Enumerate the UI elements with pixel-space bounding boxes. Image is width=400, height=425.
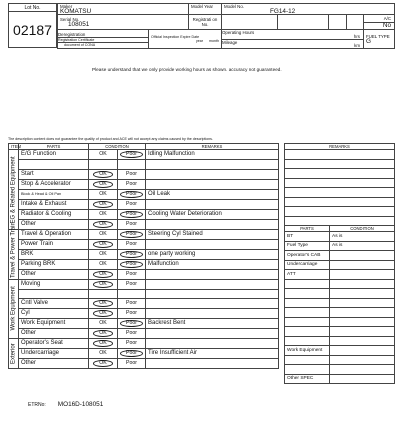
remark-text — [146, 199, 279, 209]
ok-cell — [89, 209, 118, 219]
poor-option: Poor — [120, 231, 143, 238]
serial-cell: Serial No. 108051 — [58, 15, 189, 30]
category-label: EG & Related Equipment — [9, 150, 19, 230]
part-name: Intake & Exhaust — [19, 199, 89, 209]
parts-row — [285, 260, 395, 270]
condition-row — [9, 160, 279, 170]
part-name: Other — [19, 329, 89, 339]
fuel-cell: FUEL TYPE G — [364, 30, 395, 49]
condition-row — [9, 329, 279, 339]
condition-row — [9, 299, 279, 309]
poor-cell — [118, 199, 146, 209]
poor-option: Poor — [126, 340, 137, 346]
parts-condition — [330, 251, 395, 261]
remark-text: Oil Leak — [146, 189, 279, 199]
parts-name: Undercarriage — [285, 260, 330, 270]
ok-cell — [89, 179, 118, 189]
part-name: Travel & Operation — [19, 229, 89, 239]
parts-name: BT — [285, 232, 330, 242]
disclaimer: The description content does not guarantee the quality of product and ACE will not accept any claims caused by the descriptions. — [8, 137, 213, 141]
lot-box — [8, 3, 57, 48]
ok-option: OK — [99, 210, 107, 217]
remark-text — [146, 219, 279, 229]
other-spec-label: Other SPEC — [285, 374, 330, 384]
parts-row — [285, 241, 395, 251]
ok-option: OK — [93, 181, 113, 188]
remark-text: Tire Insufficient Air — [146, 349, 279, 359]
part-name — [19, 160, 89, 170]
part-name: Radiator & Cooling — [19, 209, 89, 219]
poor-cell — [118, 189, 146, 199]
ok-option: OK — [93, 281, 113, 288]
maker-cell: Maker KOMATSU — [58, 4, 189, 15]
ok-option: OK — [93, 330, 113, 337]
poor-cell — [118, 319, 146, 329]
parts-name: ATT — [285, 270, 330, 280]
remark-text — [146, 329, 279, 339]
poor-cell — [118, 160, 146, 170]
parts-condition: As is — [330, 232, 395, 242]
poor-option: Poor — [126, 330, 137, 336]
condition-row — [9, 319, 279, 329]
work-equipment-label: Work Equipment — [285, 346, 330, 356]
poor-cell — [118, 329, 146, 339]
remarks-blank-row — [285, 169, 395, 179]
remark-text — [146, 169, 279, 179]
poor-cell — [118, 279, 146, 289]
hours-mileage-cell: Operating Hours hrs Mileage km — [222, 30, 364, 49]
parts-row — [285, 270, 395, 280]
ok-cell — [89, 160, 118, 170]
condition-row — [9, 349, 279, 359]
ok-cell — [89, 309, 118, 319]
condition-table — [8, 143, 279, 369]
model-no-value: FG14-12 — [270, 8, 296, 15]
parts-condition-header: PARTS CONDITION — [285, 226, 395, 232]
part-name: Parking BRK — [19, 259, 89, 269]
remarks-header: REMARKS — [146, 144, 279, 150]
registration-label: Registrati on No. — [189, 15, 222, 30]
poor-cell — [118, 309, 146, 319]
poor-cell — [118, 169, 146, 179]
condition-row — [9, 339, 279, 349]
part-name: Other — [19, 359, 89, 369]
ok-cell — [89, 339, 118, 349]
poor-option: Poor — [126, 310, 137, 316]
parts-header: PARTS — [19, 144, 89, 150]
parts-name: Fuel Type — [285, 241, 330, 251]
poor-option: Poor — [120, 251, 143, 258]
remark-text: Backrest Bent — [146, 319, 279, 329]
ok-cell — [89, 319, 118, 329]
ok-cell — [89, 329, 118, 339]
ok-cell — [89, 289, 118, 299]
remark-text — [146, 269, 279, 279]
remark-text — [146, 289, 279, 299]
ok-option: OK — [93, 360, 113, 367]
poor-option: Poor — [126, 360, 137, 366]
poor-cell — [118, 179, 146, 189]
remarks-blank-row — [285, 188, 395, 198]
ac-value: No — [382, 22, 392, 29]
ac-cell: A/C No — [364, 15, 395, 30]
poor-cell — [118, 359, 146, 369]
condition-row — [9, 150, 279, 160]
condition-row — [9, 289, 279, 299]
part-name — [19, 289, 89, 299]
category-label: Work Equipment — [9, 279, 19, 339]
serial-value: 108051 — [68, 21, 90, 28]
remark-text — [146, 279, 279, 289]
poor-option: Poor — [120, 261, 143, 268]
part-name: Power Train — [19, 239, 89, 249]
ok-cell — [89, 239, 118, 249]
poor-option: Poor — [126, 170, 137, 177]
ok-option: OK — [93, 340, 113, 347]
poor-cell — [118, 339, 146, 349]
ok-option: OK — [93, 221, 113, 228]
model-no-cell: Model No. FG14-12 — [222, 4, 395, 15]
ok-option: OK — [93, 271, 113, 278]
ok-option: OK — [99, 260, 107, 267]
condition-row — [9, 209, 279, 219]
hours-note: Please understand that we only provide working hours as shown. accuracy not guaranteed. — [92, 67, 282, 72]
ok-cell — [89, 259, 118, 269]
vehicle-info-table — [57, 3, 395, 49]
inspection-cell: Official Inspection Expire Date year month — [149, 30, 222, 49]
remark-text: one party working — [146, 249, 279, 259]
condition-row — [9, 179, 279, 189]
ok-option: OK — [93, 201, 113, 208]
condition-row — [9, 359, 279, 369]
ok-cell — [89, 249, 118, 259]
etr-footer: ETRNo: MO16D-108051 — [28, 401, 104, 408]
condition-row — [9, 279, 279, 289]
parts-condition: As is — [330, 241, 395, 251]
ok-option: OK — [99, 190, 107, 197]
remarks-blank-row — [285, 207, 395, 217]
poor-cell — [118, 349, 146, 359]
category-label: Exterior — [9, 339, 19, 369]
ok-option: OK — [93, 300, 113, 307]
parts-row — [285, 232, 395, 242]
ok-option: OK — [99, 250, 107, 257]
remark-text — [146, 179, 279, 189]
condition-row — [9, 249, 279, 259]
ok-cell — [89, 229, 118, 239]
dereg-cell: Deregistration Registration Certificate document of CONA — [58, 30, 149, 49]
part-name: Cyl — [19, 309, 89, 319]
parts-name: Operator's CAB — [285, 251, 330, 261]
part-name: Undercarriage — [19, 349, 89, 359]
right-remarks-header: REMARKS — [285, 144, 395, 150]
condition-row — [9, 269, 279, 279]
parts-remarks-table — [284, 143, 395, 384]
remark-text: Steering Cyl Stained — [146, 229, 279, 239]
ok-cell — [89, 150, 118, 160]
poor-option: Poor — [126, 220, 137, 227]
fuel-value: G — [366, 38, 371, 45]
condition-row — [9, 239, 279, 249]
remark-text — [146, 309, 279, 319]
remark-text — [146, 160, 279, 170]
ok-cell — [89, 269, 118, 279]
model-year-label: Model Year — [189, 4, 222, 15]
remarks-blank-row — [285, 159, 395, 169]
remark-text — [146, 239, 279, 249]
ok-option: OK — [93, 310, 113, 317]
etr-number: MO16D-108051 — [57, 401, 104, 408]
poor-cell — [118, 209, 146, 219]
condition-row — [9, 199, 279, 209]
remarks-blank-row — [285, 216, 395, 226]
condition-row — [9, 189, 279, 199]
item-header: ITEM — [9, 144, 19, 150]
ok-option: OK — [99, 151, 107, 157]
parts-condition — [330, 270, 395, 280]
part-name: Work Equipment — [19, 319, 89, 329]
part-name: Start — [19, 169, 89, 179]
remarks-blank-row — [285, 178, 395, 188]
remarks-blank-row — [285, 197, 395, 207]
remark-text: Cooling Water Deterioration — [146, 209, 279, 219]
remark-text: Malfunction — [146, 259, 279, 269]
ok-cell — [89, 349, 118, 359]
poor-option: Poor — [126, 240, 137, 247]
remark-text — [146, 339, 279, 349]
remark-text — [146, 299, 279, 309]
lot-number: 02187 — [9, 12, 57, 48]
poor-option: Poor — [120, 320, 143, 327]
ok-option: OK — [99, 230, 107, 237]
ok-option: OK — [93, 241, 113, 248]
part-name: BRK — [19, 249, 89, 259]
part-name: Other — [19, 219, 89, 229]
condition-row — [9, 169, 279, 179]
ok-cell — [89, 299, 118, 309]
condition-header: CONDITION — [89, 144, 146, 150]
poor-cell — [118, 229, 146, 239]
part-name: E/G Function — [19, 150, 89, 160]
poor-option: Poor — [120, 211, 143, 218]
remark-text: Idling Malfunction — [146, 150, 279, 160]
ok-cell — [89, 199, 118, 209]
poor-cell — [118, 259, 146, 269]
remark-text — [146, 359, 279, 369]
part-name: Cntl Valve — [19, 299, 89, 309]
part-name: Stop & Accelerator — [19, 179, 89, 189]
condition-row — [9, 229, 279, 239]
condition-row — [9, 219, 279, 229]
part-name: Other — [19, 269, 89, 279]
poor-option: Poor — [120, 151, 143, 158]
ok-option: OK — [99, 350, 107, 356]
remarks-blank-row — [285, 150, 395, 160]
poor-cell — [118, 289, 146, 299]
ok-cell — [89, 169, 118, 179]
poor-option: Poor — [126, 280, 137, 287]
poor-cell — [118, 239, 146, 249]
condition-row — [9, 309, 279, 319]
poor-option: Poor — [126, 300, 137, 306]
poor-option: Poor — [126, 270, 137, 277]
ok-option: OK — [93, 171, 113, 178]
poor-cell — [118, 269, 146, 279]
ok-cell — [89, 359, 118, 369]
poor-cell — [118, 219, 146, 229]
parts-row — [285, 251, 395, 261]
ok-cell — [89, 189, 118, 199]
part-name: Moving — [19, 279, 89, 289]
lot-label: Lot No. — [9, 4, 57, 12]
ok-option: OK — [99, 320, 107, 326]
parts-condition — [330, 260, 395, 270]
poor-option: Poor — [120, 350, 143, 357]
category-label: Travel & Power Train — [9, 229, 19, 279]
part-name: Block & Head & Oil Pan — [19, 189, 89, 199]
poor-option: Poor — [126, 200, 137, 207]
condition-row — [9, 259, 279, 269]
ok-cell — [89, 279, 118, 289]
poor-cell — [118, 150, 146, 160]
part-name: Operator's Seat — [19, 339, 89, 349]
poor-option: Poor — [126, 180, 137, 187]
poor-option: Poor — [120, 191, 143, 198]
maker-value: KOMATSU — [60, 8, 92, 15]
poor-cell — [118, 249, 146, 259]
poor-cell — [118, 299, 146, 309]
ok-cell — [89, 219, 118, 229]
